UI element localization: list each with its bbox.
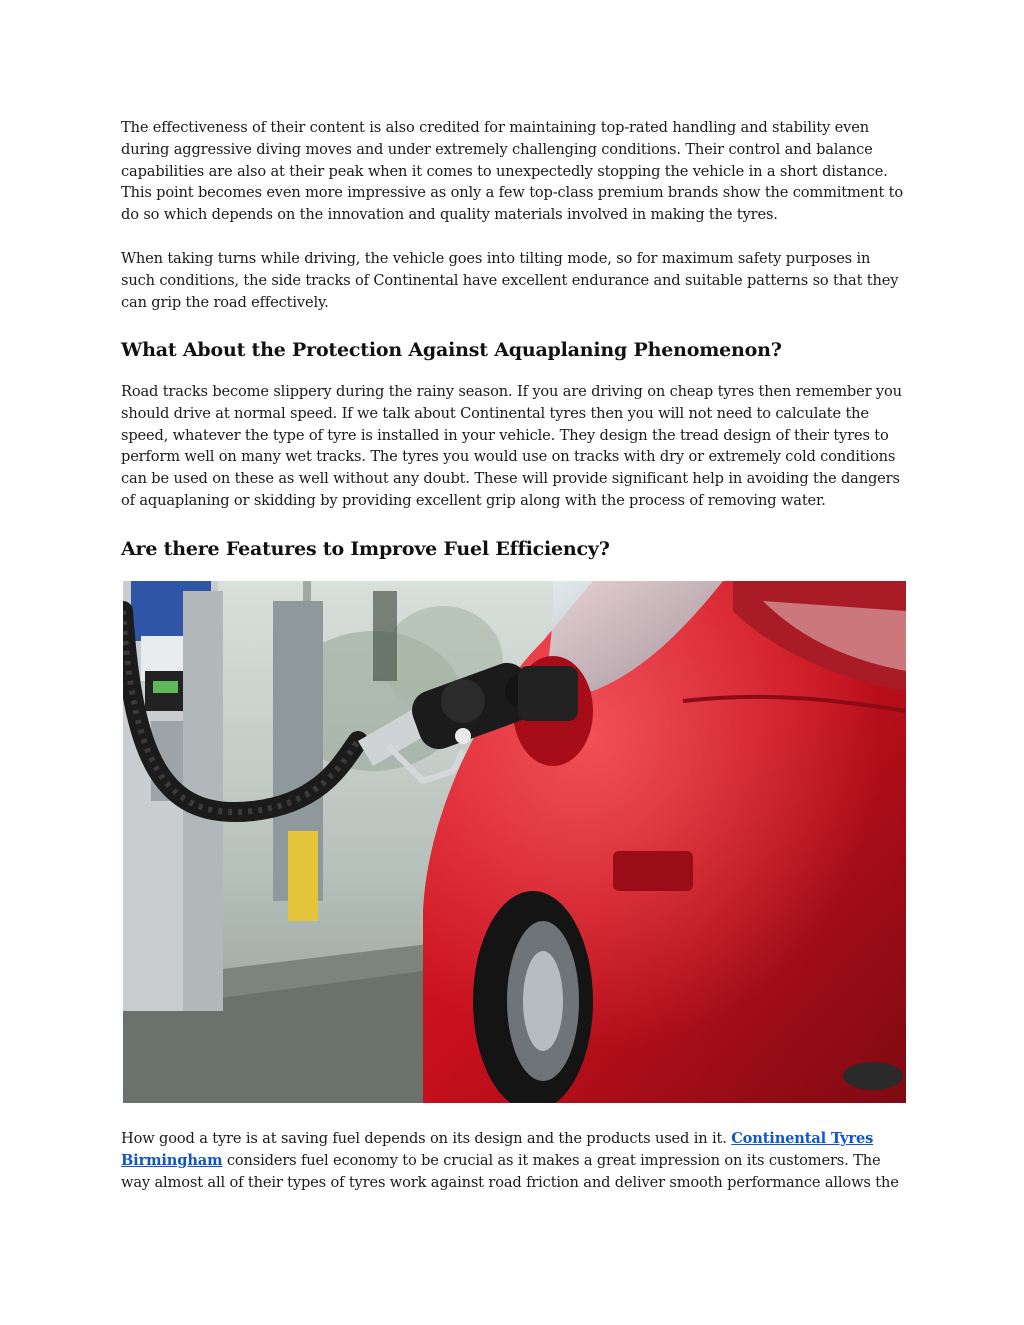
paragraph-aquaplaning: Road tracks become slippery during the rainy season. If you are driving on cheap tyres then remember you should drive at normal speed. If we talk about Continental tyres then you will not need to calculate the speed, whatever the type of tyre is installed in your vehicle. They design the tread design of their tyres to perform well on many wet tracks. The tyres you would use on tracks with dry or extremely cold conditions can be used on these as well without any doubt. These will provide significant help in avoiding the dangers of aquaplaning or skidding by providing excellent grip along with the process of removing water. (121, 383, 902, 509)
paragraph-handling-stability: The effectiveness of their content is also credited for maintaining top-rated handling and stability even during aggressive diving moves and under extremely challenging conditions. Their control and balance capabilities are also at their peak when it comes to unexpectedly stopping the vehicle in a short distance. This point becomes even more impressive as only a few top-class premium brands show the commitment to do so which depends on the innovation and quality materials involved in making the tyres. (121, 119, 903, 224)
heading-aquaplaning: What About the Protection Against Aquaplaning Phenomenon? (121, 339, 782, 361)
paragraph-fuel-saving (121, 1128, 906, 1193)
fuel-saving-text-end: considers fuel economy to be crucial as it makes a great impression on its customers. The way almost all of their types of tyres work against road friction and deliver smooth performance allows the (121, 1151, 899, 1191)
continental-tyres-birmingham-link[interactable]: Continental Tyres Birmingham (121, 1130, 874, 1169)
heading-fuel-efficiency: Are there Features to Improve Fuel Efficiency? (121, 538, 610, 560)
paragraph-tilting-mode: When taking turns while driving, the vehicle goes into tilting mode, so for maximum safety purposes in such conditions, the side tracks of Continental have excellent endurance and suitable patterns so that they can grip the road effectively. (121, 250, 899, 311)
fuel-pump-car-photo (123, 581, 906, 1103)
fuel-saving-text-start: How good a tyre is at saving fuel depends on its design and the products used in it. (121, 1130, 732, 1147)
